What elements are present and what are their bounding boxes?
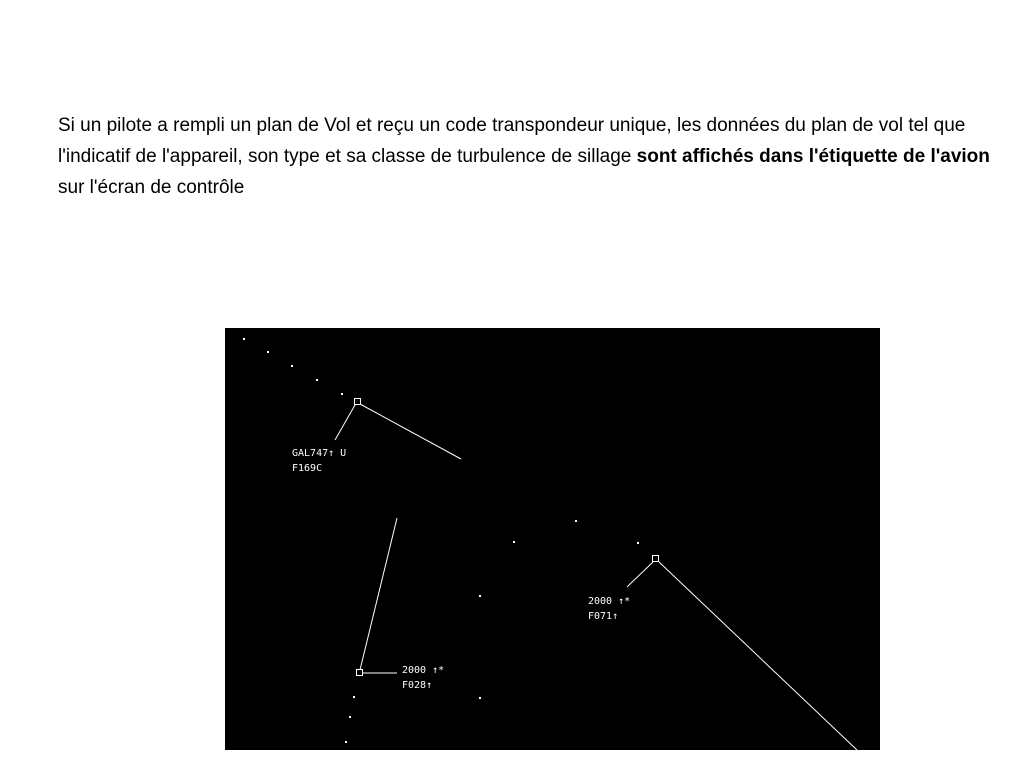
aircraft-label-line1[interactable]: GAL747↑ U <box>292 448 347 459</box>
history-dot <box>291 365 293 367</box>
history-dot <box>341 393 343 395</box>
history-dot <box>316 379 318 381</box>
history-dot <box>479 595 481 597</box>
aircraft-track-gal747[interactable] <box>243 338 461 474</box>
label-leader-line <box>627 562 653 587</box>
aircraft-position-symbol[interactable] <box>357 670 363 676</box>
history-dot <box>575 520 577 522</box>
aircraft-track-right[interactable] <box>479 520 857 750</box>
history-dot <box>243 338 245 340</box>
aircraft-label-line1[interactable]: 2000 ↑* <box>402 665 445 676</box>
radar-screen <box>225 328 880 750</box>
history-trail <box>479 520 639 699</box>
history-dot <box>479 697 481 699</box>
history-dot <box>349 716 351 718</box>
slide-caption <box>58 110 998 203</box>
aircraft-label-line2[interactable]: F071↑ <box>588 611 619 622</box>
history-dot <box>267 351 269 353</box>
history-dot <box>637 542 639 544</box>
caption-text-bold: sont affichés dans l'étiquette de l'avion <box>636 146 990 167</box>
velocity-vector <box>658 561 857 750</box>
history-trail <box>345 696 355 743</box>
aircraft-label-line2[interactable]: F028↑ <box>402 680 433 691</box>
history-dot <box>513 541 515 543</box>
aircraft-label-line2[interactable]: F169C <box>292 463 323 474</box>
aircraft-position-symbol[interactable] <box>653 556 659 562</box>
aircraft-position-symbol[interactable] <box>355 399 361 405</box>
label-leader-line <box>335 405 355 440</box>
caption-text-1: Si un pilote a rempli un plan de Vol et reçu un code transpondeur unique, les données du plan de vol tel que l'indicatif de l'appareil, son type et sa classe de turbulence de sillage <box>58 115 966 167</box>
velocity-vector <box>360 518 397 670</box>
history-dot <box>353 696 355 698</box>
history-dot <box>345 741 347 743</box>
caption-text-2: sur l'écran de contrôle <box>58 177 245 198</box>
radar-display <box>225 328 880 750</box>
history-trail <box>243 338 343 395</box>
velocity-vector <box>360 404 461 459</box>
aircraft-track-lower[interactable] <box>345 518 444 743</box>
aircraft-label-line1[interactable]: 2000 ↑* <box>588 596 631 607</box>
